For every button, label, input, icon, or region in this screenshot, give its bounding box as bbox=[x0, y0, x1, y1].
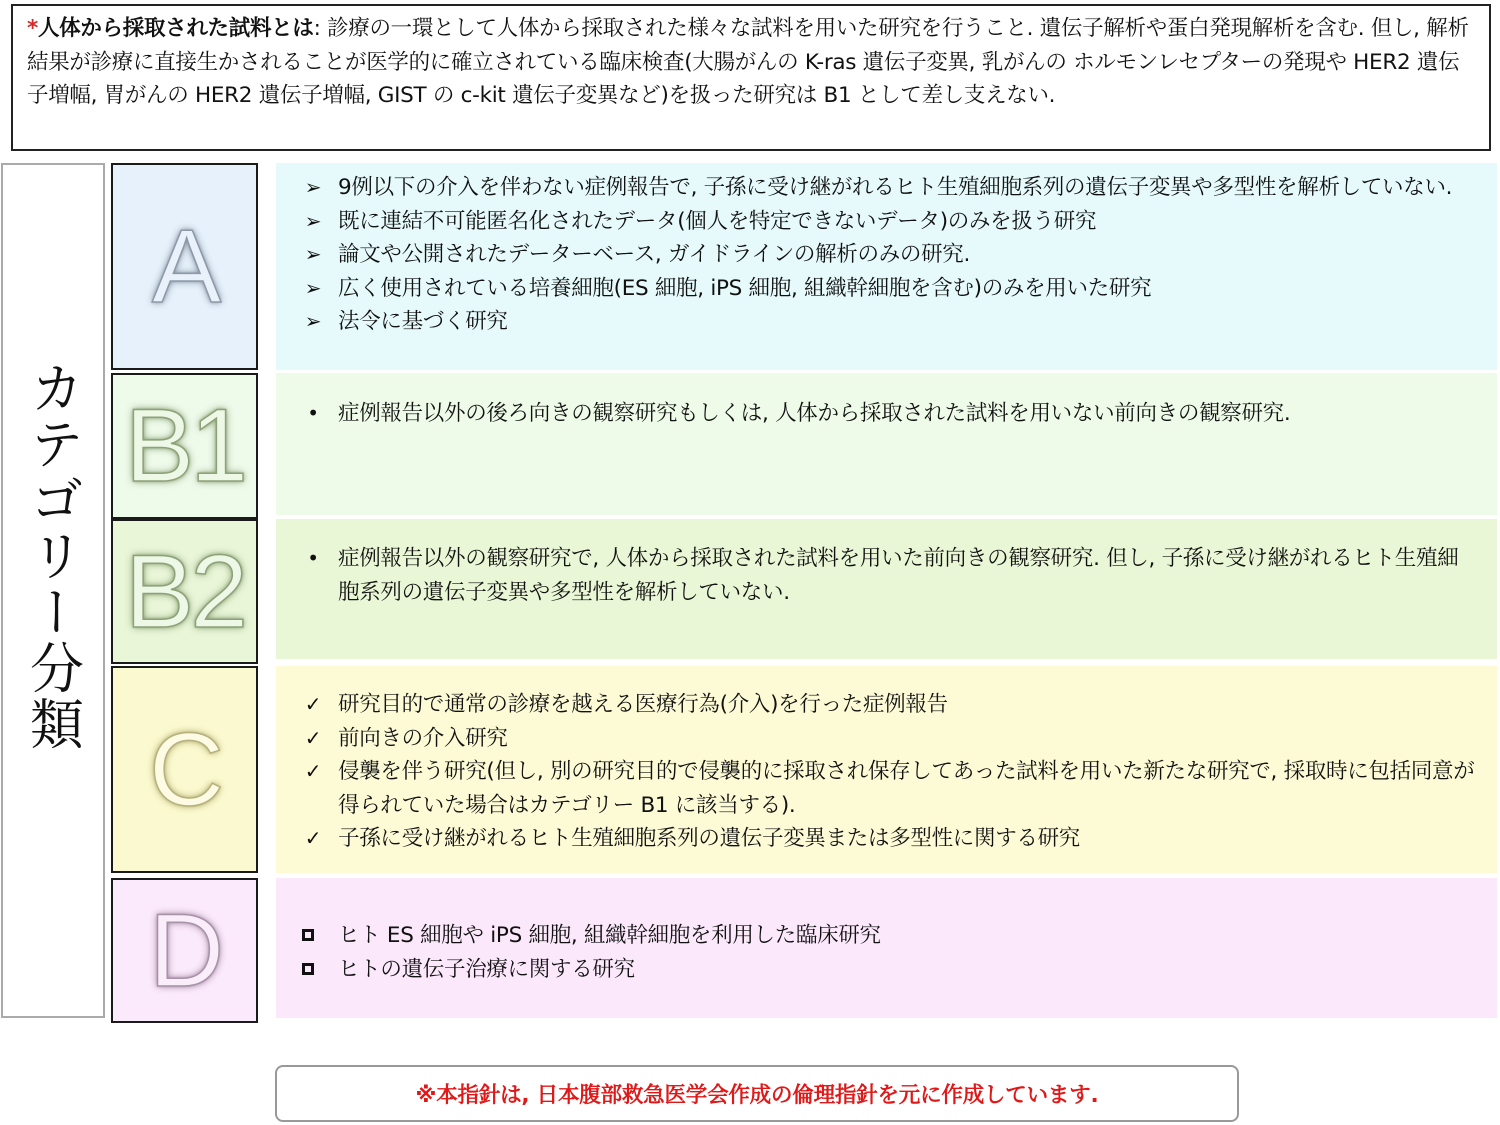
arrow-bullet-icon: ➢ bbox=[304, 208, 322, 233]
category-d-panel bbox=[276, 878, 1497, 1018]
category-d-letter: D bbox=[148, 892, 221, 1009]
arrow-bullet-icon: ➢ bbox=[304, 242, 322, 266]
category-b1-list bbox=[276, 397, 1497, 431]
category-a-badge bbox=[111, 163, 258, 370]
check-bullet-icon: ✓ bbox=[304, 759, 322, 783]
category-d-badge bbox=[111, 878, 258, 1023]
arrow-bullet-icon: ➢ bbox=[304, 309, 322, 333]
note-asterisk: * bbox=[27, 16, 38, 41]
list-item bbox=[276, 238, 1497, 272]
list-item bbox=[276, 205, 1497, 239]
list-item bbox=[276, 722, 1497, 756]
category-c-panel bbox=[276, 666, 1497, 873]
intro-note bbox=[11, 4, 1491, 151]
category-b1-letter: B1 bbox=[124, 388, 245, 504]
check-bullet-icon: ✓ bbox=[304, 826, 322, 850]
list-item bbox=[276, 919, 1497, 953]
category-a-list bbox=[276, 171, 1497, 339]
category-b1-panel bbox=[276, 373, 1497, 515]
category-c-letter: C bbox=[148, 711, 221, 828]
category-b2-letter: B2 bbox=[124, 533, 245, 650]
list-item-text: 9例以下の介入を伴わない症例報告で, 子孫に受け継がれるヒト生殖細胞系列の遺伝子変異や多型性を解析していない. bbox=[338, 175, 1453, 200]
category-heading: カテゴリー分類 bbox=[21, 359, 85, 752]
category-d-list bbox=[276, 919, 1497, 986]
category-a-panel bbox=[276, 163, 1497, 370]
list-item-text: 法令に基づく研究 bbox=[338, 309, 508, 334]
list-item-text: 侵襲を伴う研究(但し, 別の研究目的で侵襲的に採取され保存してあった試料を用いた新たな研究で, 採取時に包括同意が得られていた場合はカテゴリー B1 に該当する). bbox=[338, 759, 1475, 818]
list-item-text: 既に連結不可能匿名化されたデータ(個人を特定できないデータ)のみを扱う研究 bbox=[338, 208, 1097, 234]
list-item bbox=[276, 542, 1497, 609]
square-bullet-icon bbox=[302, 929, 314, 941]
list-item-text: 論文や公開されたデーターベース, ガイドラインの解析のみの研究. bbox=[338, 242, 971, 267]
list-item-text: 子孫に受け継がれるヒト生殖細胞系列の遺伝子変異または多型性に関する研究 bbox=[338, 826, 1081, 851]
category-b1-badge bbox=[111, 373, 258, 519]
arrow-bullet-icon: ➢ bbox=[304, 175, 322, 199]
list-item bbox=[276, 755, 1497, 822]
category-b2-list bbox=[276, 542, 1497, 609]
list-item-text: ヒトの遺伝子治療に関する研究 bbox=[338, 956, 635, 982]
source-footnote bbox=[275, 1065, 1239, 1122]
list-item bbox=[276, 305, 1497, 339]
square-bullet-icon bbox=[302, 963, 314, 975]
category-heading-box bbox=[1, 163, 105, 1018]
dot-bullet-icon: • bbox=[307, 401, 319, 425]
list-item-text: 症例報告以外の後ろ向きの観察研究もしくは, 人体から採取された試料を用いない前向きの観察研究. bbox=[338, 401, 1291, 426]
list-item-text: ヒト ES 細胞や iPS 細胞, 組織幹細胞を利用した臨床研究 bbox=[338, 923, 881, 948]
list-item bbox=[276, 272, 1497, 306]
category-c-list bbox=[276, 688, 1497, 856]
note-lead-term: 人体から採取された試料とは bbox=[37, 16, 314, 41]
check-bullet-icon: ✓ bbox=[304, 725, 322, 750]
dot-bullet-icon: • bbox=[307, 546, 319, 570]
list-item bbox=[276, 397, 1497, 431]
list-item-text: 前向きの介入研究 bbox=[338, 725, 508, 751]
category-b2-panel bbox=[276, 519, 1497, 659]
note-body: : 診療の一環として人体から採取された様々な試料を用いた研究を行うこと. 遺伝子解析や蛋白発現解析を含む. 但し, 解析結果が診療に直接生かされることが医学的に確立されている臨床検査(大腸がんの K-ras 遺伝子変異, 乳がんの ホルモンレセプターの発現や HER2 遺伝子増幅, 胃がんの HER2 遺伝子増幅, GIST の c-kit 遺伝子変異など)を扱った研究は B1 として差し支えない. bbox=[27, 16, 1469, 108]
check-bullet-icon: ✓ bbox=[304, 692, 322, 716]
list-item bbox=[276, 822, 1497, 856]
list-item-text: 症例報告以外の観察研究で, 人体から採取された試料を用いた前向きの観察研究. 但し, 子孫に受け継がれるヒト生殖細胞系列の遺伝子変異や多型性を解析していない. bbox=[338, 546, 1459, 605]
list-item-text: 広く使用されている培養細胞(ES 細胞, iPS 細胞, 組織幹細胞を含む)のみを用いた研究 bbox=[338, 275, 1152, 301]
list-item bbox=[276, 688, 1497, 722]
arrow-bullet-icon: ➢ bbox=[304, 275, 322, 300]
category-c-badge bbox=[111, 666, 258, 873]
category-a-letter: A bbox=[151, 208, 218, 325]
source-footnote-text: ※本指針は, 日本腹部救急医学会作成の倫理指針を元に作成しています. bbox=[415, 1083, 1099, 1108]
category-b2-badge bbox=[111, 519, 258, 664]
list-item bbox=[276, 953, 1497, 987]
list-item-text: 研究目的で通常の診療を越える医療行為(介入)を行った症例報告 bbox=[338, 692, 948, 717]
list-item bbox=[276, 171, 1497, 205]
